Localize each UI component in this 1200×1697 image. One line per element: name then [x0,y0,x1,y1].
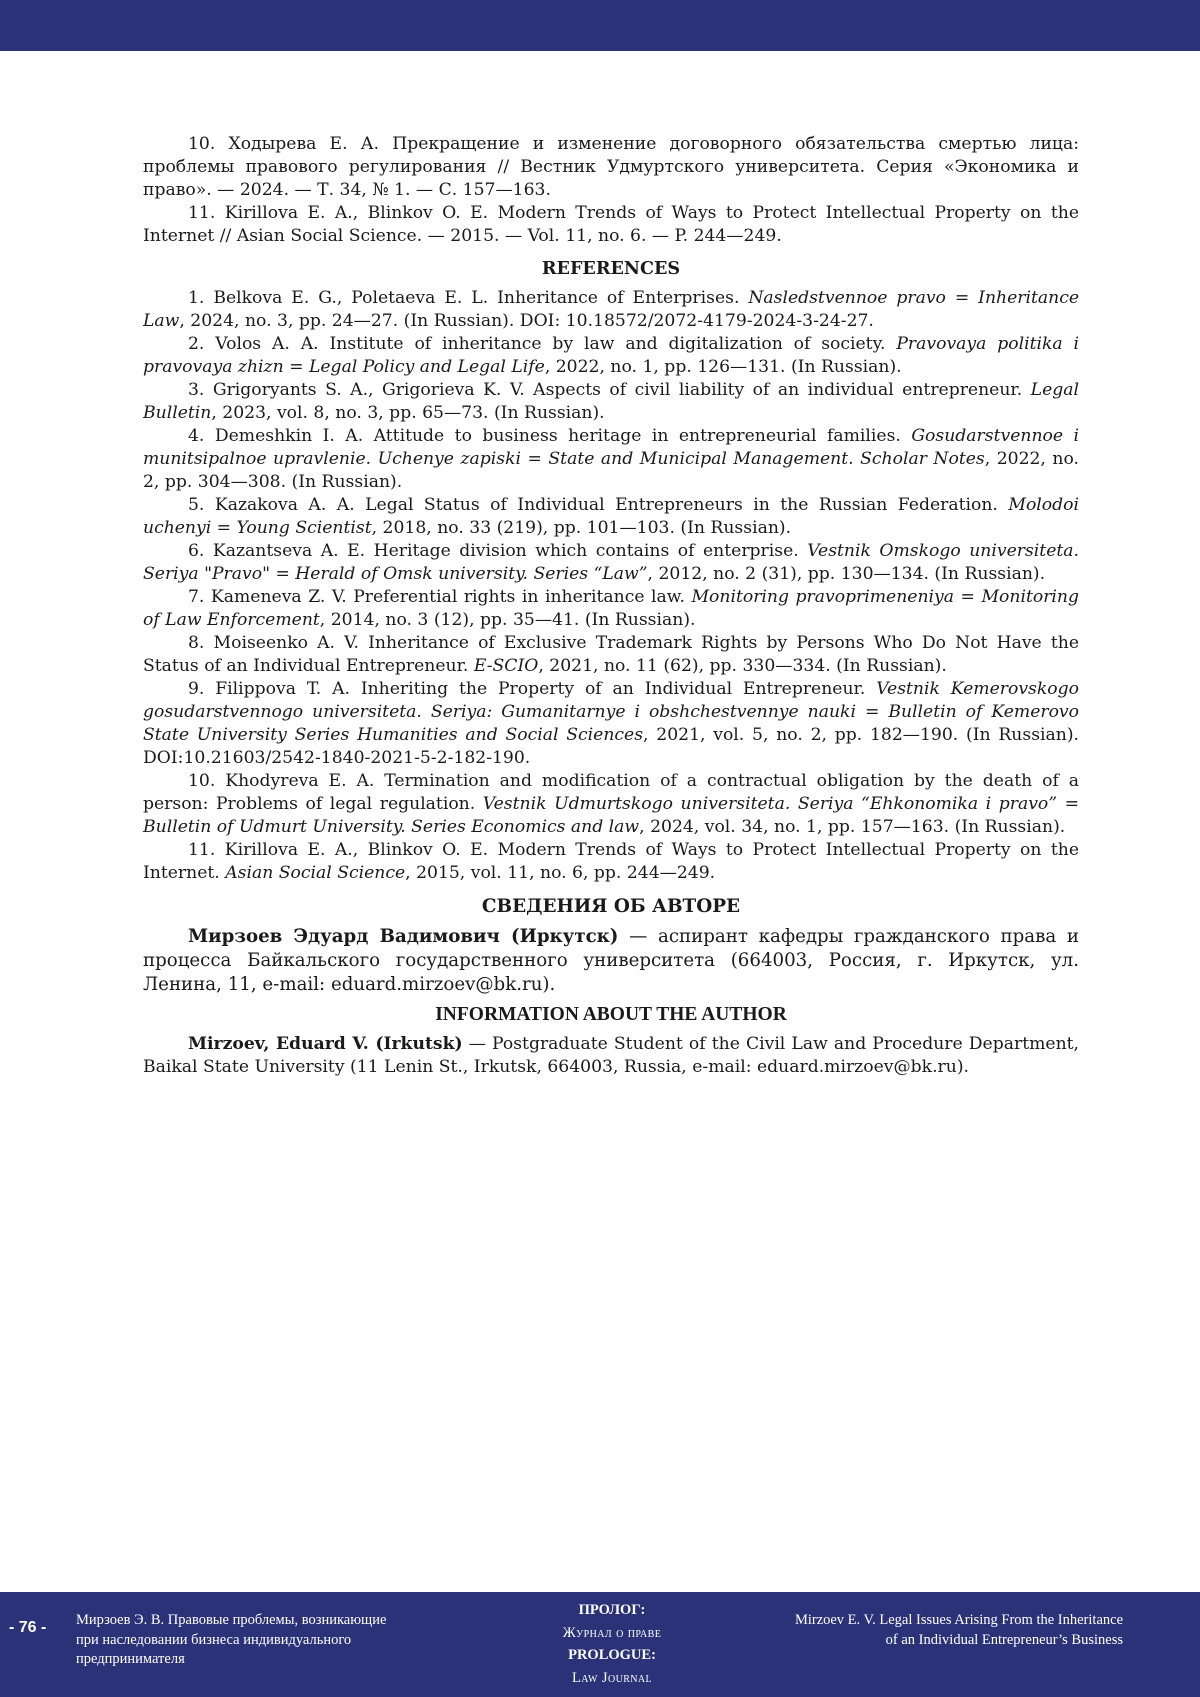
reference-item: 1. Belkova E. G., Poletaeva E. L. Inheritance of Enterprises. Nasledstvennoe pravo = Inheritance Law, 2024, no. 3, pp. 24—27. (In Russian). DOI: 10.18572/2072-4179-2024-3-24-27. [143,288,1079,331]
prev-reference-11: 11. Kirillova E. A., Blinkov O. E. Modern Trends of Ways to Protect Intellectual Property on the Internet // Asian Social Science. — 2015. — Vol. 11, no. 6. — P. 244—249. [143,203,1079,246]
author-info-ru: Мирзоев Эдуард Вадимович (Иркутск) — аспирант кафедры гражданского права и процесса Байкальского государственного университета (664003, Россия, г. Иркутск, ул. Ленина, 11, e-mail: eduard.mirzoev@bk.ru). [143,926,1079,995]
references-list [143,287,1079,885]
reference-item: 6. Kazantseva A. E. Heritage division which contains of enterprise. Vestnik Omskogo universiteta. Seriya "Pravo" = Herald of Omsk university. Series “Law”, 2012, no. 2 (31), pp. 130—134. (In Russian). [143,541,1079,584]
author-info-en: Mirzoev, Eduard V. (Irkutsk) — Postgraduate Student of the Civil Law and Procedure Department, Baikal State University (11 Lenin St., Irkutsk, 664003, Russia, e-mail: eduard.mirzoev@bk.ru). [143,1034,1080,1077]
author-info-heading-ru: СВЕДЕНИЯ ОБ АВТОРЕ [481,896,741,917]
page-number: - 76 - [9,1619,47,1636]
references-heading: REFERENCES [541,258,681,279]
reference-item: 11. Kirillova E. A., Blinkov O. E. Modern Trends of Ways to Protect Intellectual Property on the Internet. Asian Social Science, 2015, vol. 11, no. 6, pp. 244—249. [143,840,1079,883]
page-footer [0,1592,1200,1697]
author-name-ru: Мирзоев Эдуард Вадимович (Иркутск) [188,926,619,947]
reference-item: 5. Kazakova A. A. Legal Status of Individual Entrepreneurs in the Russian Federation. Molodoi uchenyi = Young Scientist, 2018, no. 33 (219), pp. 101—103. (In Russian). [143,495,1079,538]
reference-item: 2. Volos A. A. Institute of inheritance by law and digitalization of society. Pravovaya politika i pravovaya zhizn = Legal Policy and Legal Life, 2022, no. 1, pp. 126—131. (In Russian). [143,334,1079,377]
reference-item: 9. Filippova T. A. Inheriting the Property of an Individual Entrepreneur. Vestnik Kemerovskogo gosudarstvennogo universiteta. Seriya: Gumanitarnye i obshchestvennye nauki = Bulletin of Kemerovo State University Series Humanities and Social Sciences, 2021, vol. 5, no. 2, pp. 182—190. (In Russian). DOI:10.21603/2542-1840-2021-5-2-182-190. [143,679,1079,768]
author-info-heading-en: INFORMATION ABOUT THE AUTHOR [435,1004,787,1025]
author-name-en: Mirzoev, Eduard V. (Irkutsk) [188,1034,463,1054]
reference-item: 4. Demeshkin I. A. Attitude to business heritage in entrepreneurial families. Gosudarstvennoe i munitsipalnoe upravlenie. Uchenye zapiski = State and Municipal Management. Scholar Notes, 2022, no. 2, pp. 304—308. (In Russian). [143,426,1079,492]
reference-item: 7. Kameneva Z. V. Preferential rights in inheritance law. Monitoring pravoprimeneniya = Monitoring of Law Enforcement, 2014, no. 3 (12), pp. 35—41. (In Russian). [143,587,1079,630]
reference-item: 10. Khodyreva E. A. Termination and modification of a contractual obligation by the death of a person: Problems of legal regulation. Vestnik Udmurtskogo universiteta. Seriya “Ehkonomika i pravo” = Bulletin of Udmurt University. Series Economics and law, 2024, vol. 34, no. 1, pp. 157—163. (In Russian). [143,771,1080,837]
prev-reference-10: 10. Ходырева Е. А. Прекращение и изменение договорного обязательства смертью лица: проблемы правового регулирования // Вестник Удмуртского университета. Серия «Экономика и право». — 2024. — Т. 34, № 1. — С. 157—163. [143,134,1079,200]
reference-item: 8. Moiseenko A. V. Inheritance of Exclusive Trademark Rights by Persons Who Do Not Have the Status of an Individual Entrepreneur. E-SCIO, 2021, no. 11 (62), pp. 330—334. (In Russian). [143,633,1079,676]
article-body [143,133,1079,1079]
reference-item: 3. Grigoryants S. A., Grigorieva K. V. Aspects of civil liability of an individual entrepreneur. Legal Bulletin, 2023, vol. 8, no. 3, pp. 65—73. (In Russian). [143,380,1079,423]
running-title-en: Mirzoev E. V. Legal Issues Arising From the Inheritance of an Individual Entrepreneur’s Business [794,1612,1123,1648]
journal-name: ПРОЛОГ: Журнал о праве PROLOGUE: Law Journal [562,1602,662,1686]
running-title-ru: Мирзоев Э. В. Правовые проблемы, возникающие при наследовании бизнеса индивидуального предпринимателя [76,1612,387,1667]
header-band [0,0,1200,51]
